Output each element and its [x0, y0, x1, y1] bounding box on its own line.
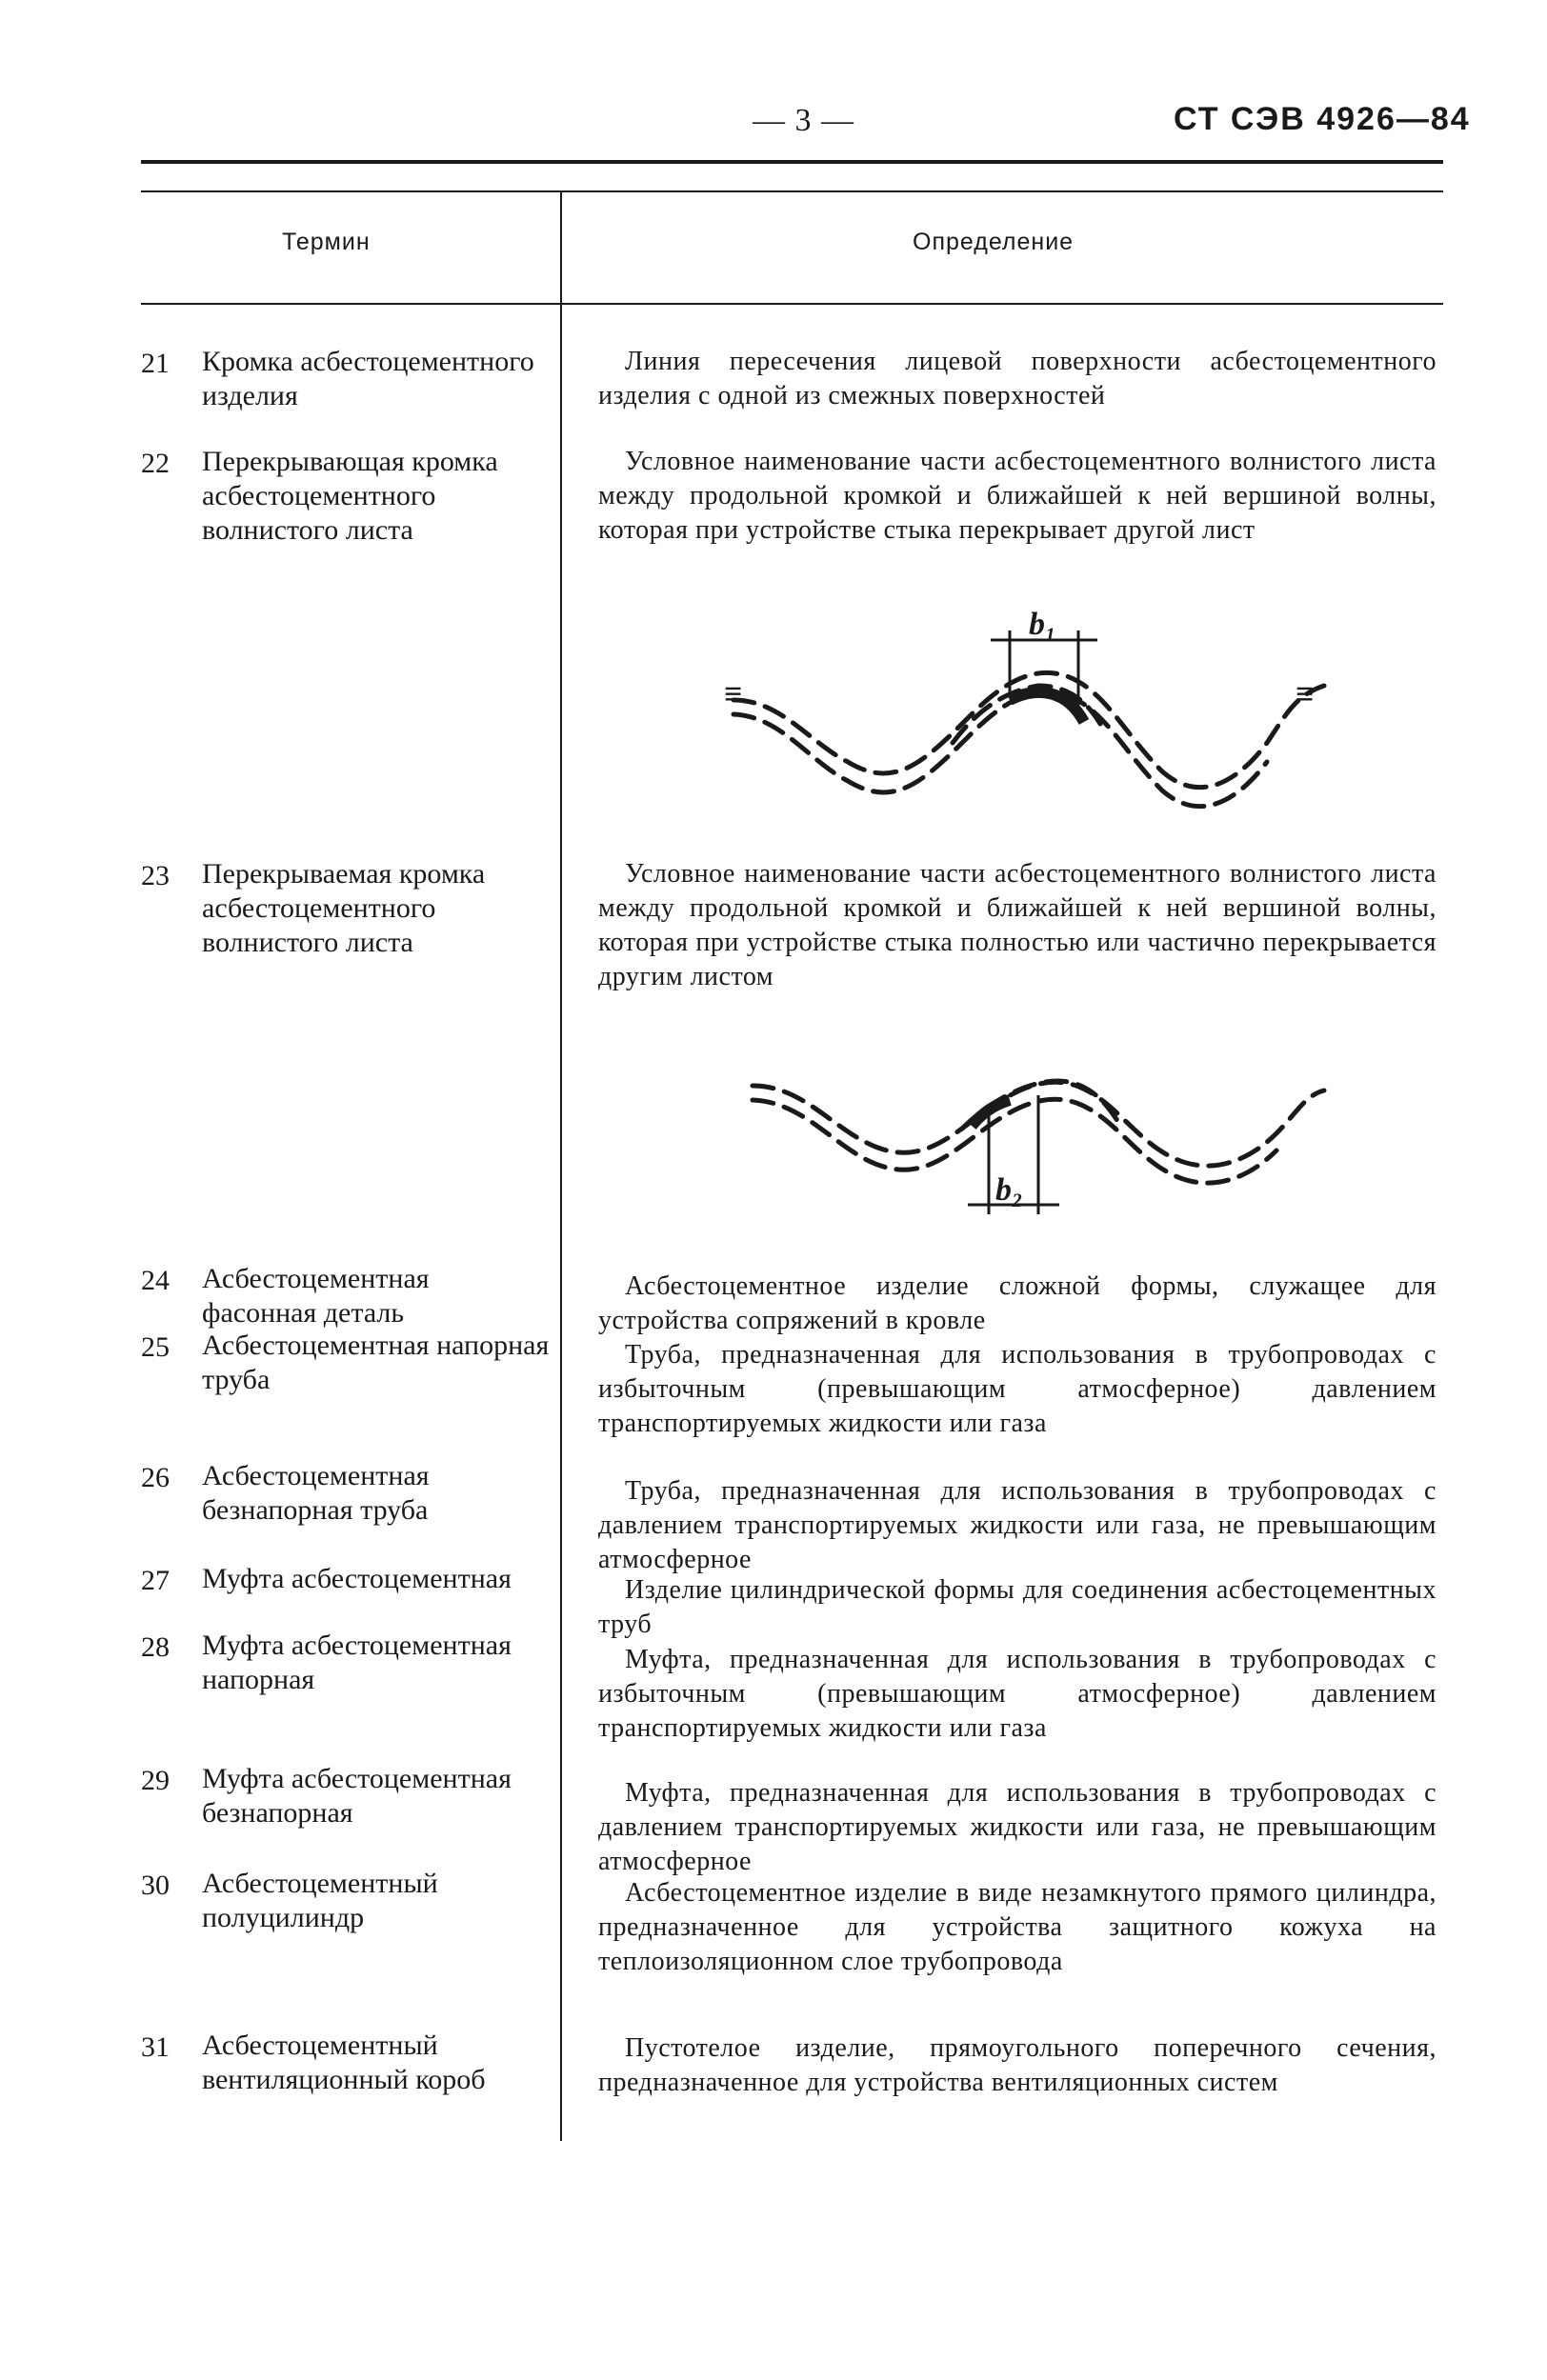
term-text: Муфта асбестоцементная безнапорная — [202, 1763, 512, 1829]
row-number: 22 — [141, 448, 170, 479]
table-rule-header-bottom — [141, 303, 1443, 305]
row-number: 30 — [141, 1870, 170, 1901]
row-number: 25 — [141, 1331, 170, 1363]
term-text: Асбестоцементный полуцилиндр — [202, 1868, 438, 1933]
svg-text:≡: ≡ — [1296, 677, 1315, 712]
overlap-edge-figure — [724, 610, 1334, 838]
definition-body: Труба, предназначенная для использования в трубопроводах с избыточным (превышающим атмосферное) давлением транспортируемых жидкости или газа — [598, 1340, 1436, 1438]
fig1-label: b₁ — [1029, 610, 1056, 642]
svg-text:≡: ≡ — [724, 677, 743, 712]
overlapped-edge-figure — [743, 1048, 1334, 1238]
row-number: 26 — [141, 1462, 170, 1493]
definition-body: Муфта, предназначенная для использования в трубопроводах с давлением транспортируемых жидкости или газа, не превышающим атмосферное — [598, 1778, 1436, 1876]
definition-body: Условное наименование части асбестоцементного волнистого листа между продольной кромкой и ближайшей к ней вершиной волны, которая при устройстве стыка перекрывает другой лист — [598, 447, 1436, 545]
definition-text — [598, 2031, 1436, 2100]
standard-code: СТ СЭВ 4926—84 — [1174, 101, 1471, 137]
definition-text — [598, 857, 1436, 994]
term-text: Муфта асбестоцементная напорная — [202, 1630, 512, 1695]
header-rule-top — [141, 160, 1443, 164]
term-text: Перекрываемая кромка асбестоцементного волнистого листа — [202, 858, 486, 958]
definition-text — [598, 1643, 1436, 1746]
row-number: 29 — [141, 1765, 170, 1796]
definition-text — [598, 1573, 1436, 1642]
row-number: 31 — [141, 2031, 170, 2063]
definition-body: Асбестоцементное изделие сложной формы, служащее для устройства сопряжений в кровле — [598, 1271, 1436, 1335]
table-rule-top — [141, 190, 1443, 192]
column-header-definition: Определение — [913, 229, 1075, 255]
definition-text — [598, 1474, 1436, 1577]
column-divider — [560, 190, 562, 2141]
term-text: Асбестоцементная безнапорная труба — [202, 1460, 430, 1526]
column-header-term: Термин — [282, 229, 371, 255]
definition-text — [598, 1270, 1436, 1338]
term-text: Муфта асбестоцементная — [202, 1563, 512, 1594]
definition-text — [598, 1338, 1436, 1441]
definition-body: Линия пересечения лицевой поверхности асбестоцементного изделия с одной из смежных поверхностей — [598, 347, 1436, 410]
row-number: 28 — [141, 1631, 170, 1663]
term-text: Перекрывающая кромка асбестоцементного волнистого листа — [202, 446, 498, 546]
page-number: — 3 — — [753, 103, 854, 138]
row-number: 24 — [141, 1265, 170, 1296]
definition-text — [598, 445, 1436, 548]
term-text: Асбестоцементная напорная труба — [202, 1330, 550, 1395]
row-number: 27 — [141, 1565, 170, 1596]
definition-body: Труба, предназначенная для использования в трубопроводах с давлением транспортируемых жидкости или газа, не превышающим атмосферное — [598, 1476, 1436, 1574]
row-number: 21 — [141, 348, 170, 379]
term-text: Асбестоцементный вентиляционный короб — [202, 2030, 486, 2095]
definition-body: Муфта, предназначенная для использования в трубопроводах с избыточным (превышающим атмосферное) давлением транспортируемых жидкости или газа — [598, 1645, 1436, 1743]
term-text: Асбестоцементная фасонная деталь — [202, 1263, 430, 1329]
definition-text — [598, 1776, 1436, 1879]
fig2-label: b₂ — [995, 1172, 1023, 1208]
term-text: Кромка асбестоцементного изделия — [202, 346, 534, 411]
definition-body: Изделие цилиндрической формы для соединения асбестоцементных труб — [598, 1575, 1436, 1639]
definition-body: Пустотелое изделие, прямоугольного поперечного сечения, предназначенное для устройства вентиляционных систем — [598, 2033, 1436, 2097]
definition-text — [598, 1876, 1436, 1979]
definition-body: Асбестоцементное изделие в виде незамкнутого прямого цилиндра, предназначенное для устройства защитного кожуха на теплоизоляционном слое трубопровода — [598, 1878, 1436, 1976]
definition-text — [598, 345, 1436, 413]
definition-body: Условное наименование части асбестоцементного волнистого листа между продольной кромкой и ближайшей к ней вершиной волны, которая при устройстве стыка полностью или частично перекрывается другим листом — [598, 859, 1436, 991]
row-number: 23 — [141, 860, 170, 891]
